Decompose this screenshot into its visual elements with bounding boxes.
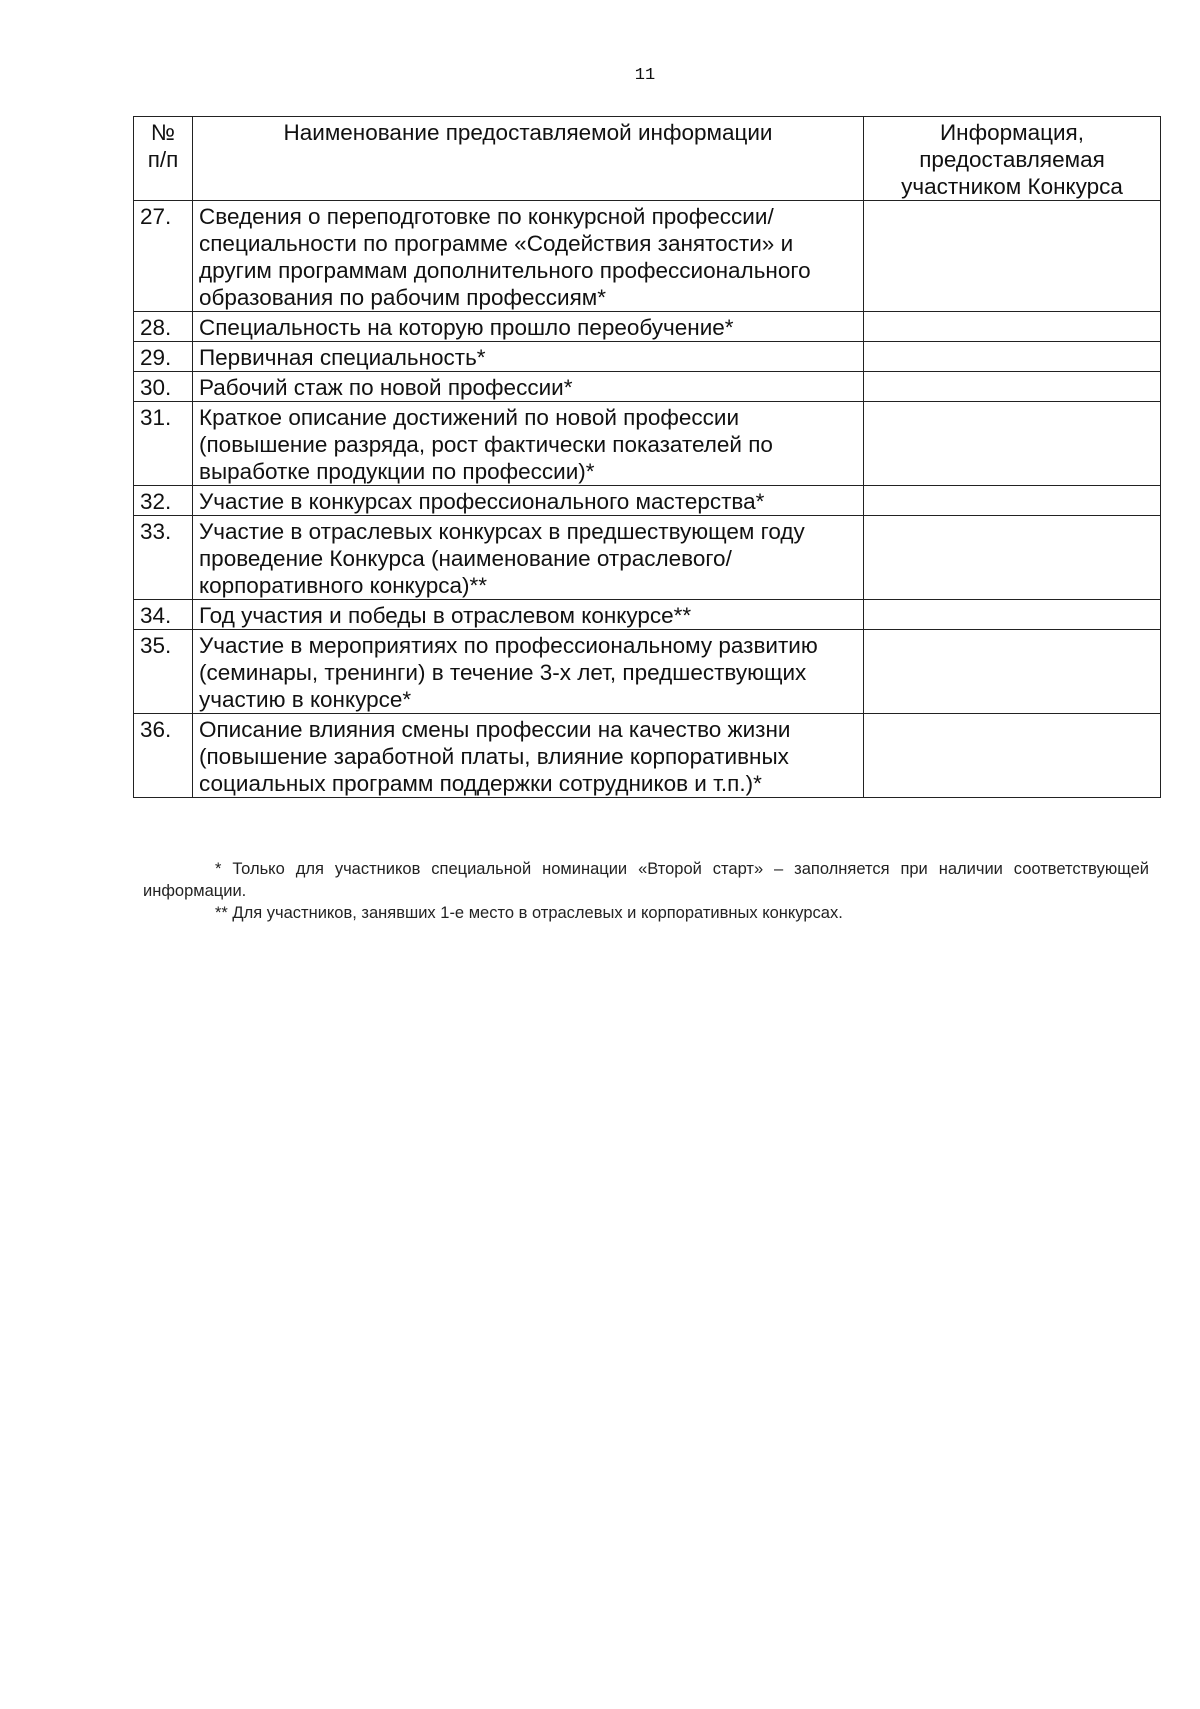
header-info: Информация, предоставляемая участником Конкурса	[864, 117, 1161, 201]
row-name: Рабочий стаж по новой профессии*	[193, 372, 864, 402]
page-number: 11	[634, 66, 656, 85]
row-number: 35.	[134, 630, 193, 714]
row-info-cell[interactable]	[864, 600, 1161, 630]
row-name: Сведения о переподготовке по конкурсной профессии/специальности по программе «Содействия занятости» и другим программам дополнительного профессионального образования по рабочим профессиям*	[193, 201, 864, 312]
row-info-cell[interactable]	[864, 486, 1161, 516]
row-info-cell[interactable]	[864, 630, 1161, 714]
row-number: 31.	[134, 402, 193, 486]
table-row	[134, 600, 1161, 630]
table-row	[134, 486, 1161, 516]
row-name: Год участия и победы в отраслевом конкурсе**	[193, 600, 864, 630]
row-info-cell[interactable]	[864, 372, 1161, 402]
header-number: № п/п	[134, 117, 193, 201]
table-row	[134, 342, 1161, 372]
row-number: 33.	[134, 516, 193, 600]
row-info-cell[interactable]	[864, 714, 1161, 798]
row-number: 27.	[134, 201, 193, 312]
row-info-cell[interactable]	[864, 402, 1161, 486]
row-name: Специальность на которую прошло переобучение*	[193, 312, 864, 342]
row-info-cell[interactable]	[864, 516, 1161, 600]
table-header-row	[134, 117, 1161, 201]
information-table	[133, 116, 1161, 798]
row-number: 28.	[134, 312, 193, 342]
header-name: Наименование предоставляемой информации	[193, 117, 864, 201]
row-number: 29.	[134, 342, 193, 372]
row-name: Участие в отраслевых конкурсах в предшествующем году проведение Конкурса (наименование отраслевого/корпоративного конкурса)**	[193, 516, 864, 600]
table-row	[134, 312, 1161, 342]
table-row	[134, 402, 1161, 486]
footnote-double-asterisk: ** Для участников, занявших 1-е место в отраслевых и корпоративных конкурсах.	[215, 904, 843, 922]
row-info-cell[interactable]	[864, 312, 1161, 342]
row-info-cell[interactable]	[864, 342, 1161, 372]
row-name: Описание влияния смены профессии на качество жизни (повышение заработной платы, влияние корпоративных социальных программ поддержки сотрудников и т.п.)*	[193, 714, 864, 798]
table-row	[134, 201, 1161, 312]
row-name: Участие в мероприятиях по профессиональному развитию (семинары, тренинги) в течение 3-х лет, предшествующих участию в конкурсе*	[193, 630, 864, 714]
row-number: 30.	[134, 372, 193, 402]
row-info-cell[interactable]	[864, 201, 1161, 312]
row-name: Участие в конкурсах профессионального мастерства*	[193, 486, 864, 516]
table-row	[134, 630, 1161, 714]
row-number: 32.	[134, 486, 193, 516]
footnotes	[143, 858, 1149, 924]
row-name: Первичная специальность*	[193, 342, 864, 372]
footnote-single-asterisk: * Только для участников специальной номинации «Второй старт» – заполняется при наличии соответствующей информации.	[143, 860, 1149, 900]
row-name: Краткое описание достижений по новой профессии (повышение разряда, рост фактически показателей по выработке продукции по профессии)*	[193, 402, 864, 486]
table-row	[134, 516, 1161, 600]
table-row	[134, 372, 1161, 402]
table-row	[134, 714, 1161, 798]
row-number: 34.	[134, 600, 193, 630]
row-number: 36.	[134, 714, 193, 798]
